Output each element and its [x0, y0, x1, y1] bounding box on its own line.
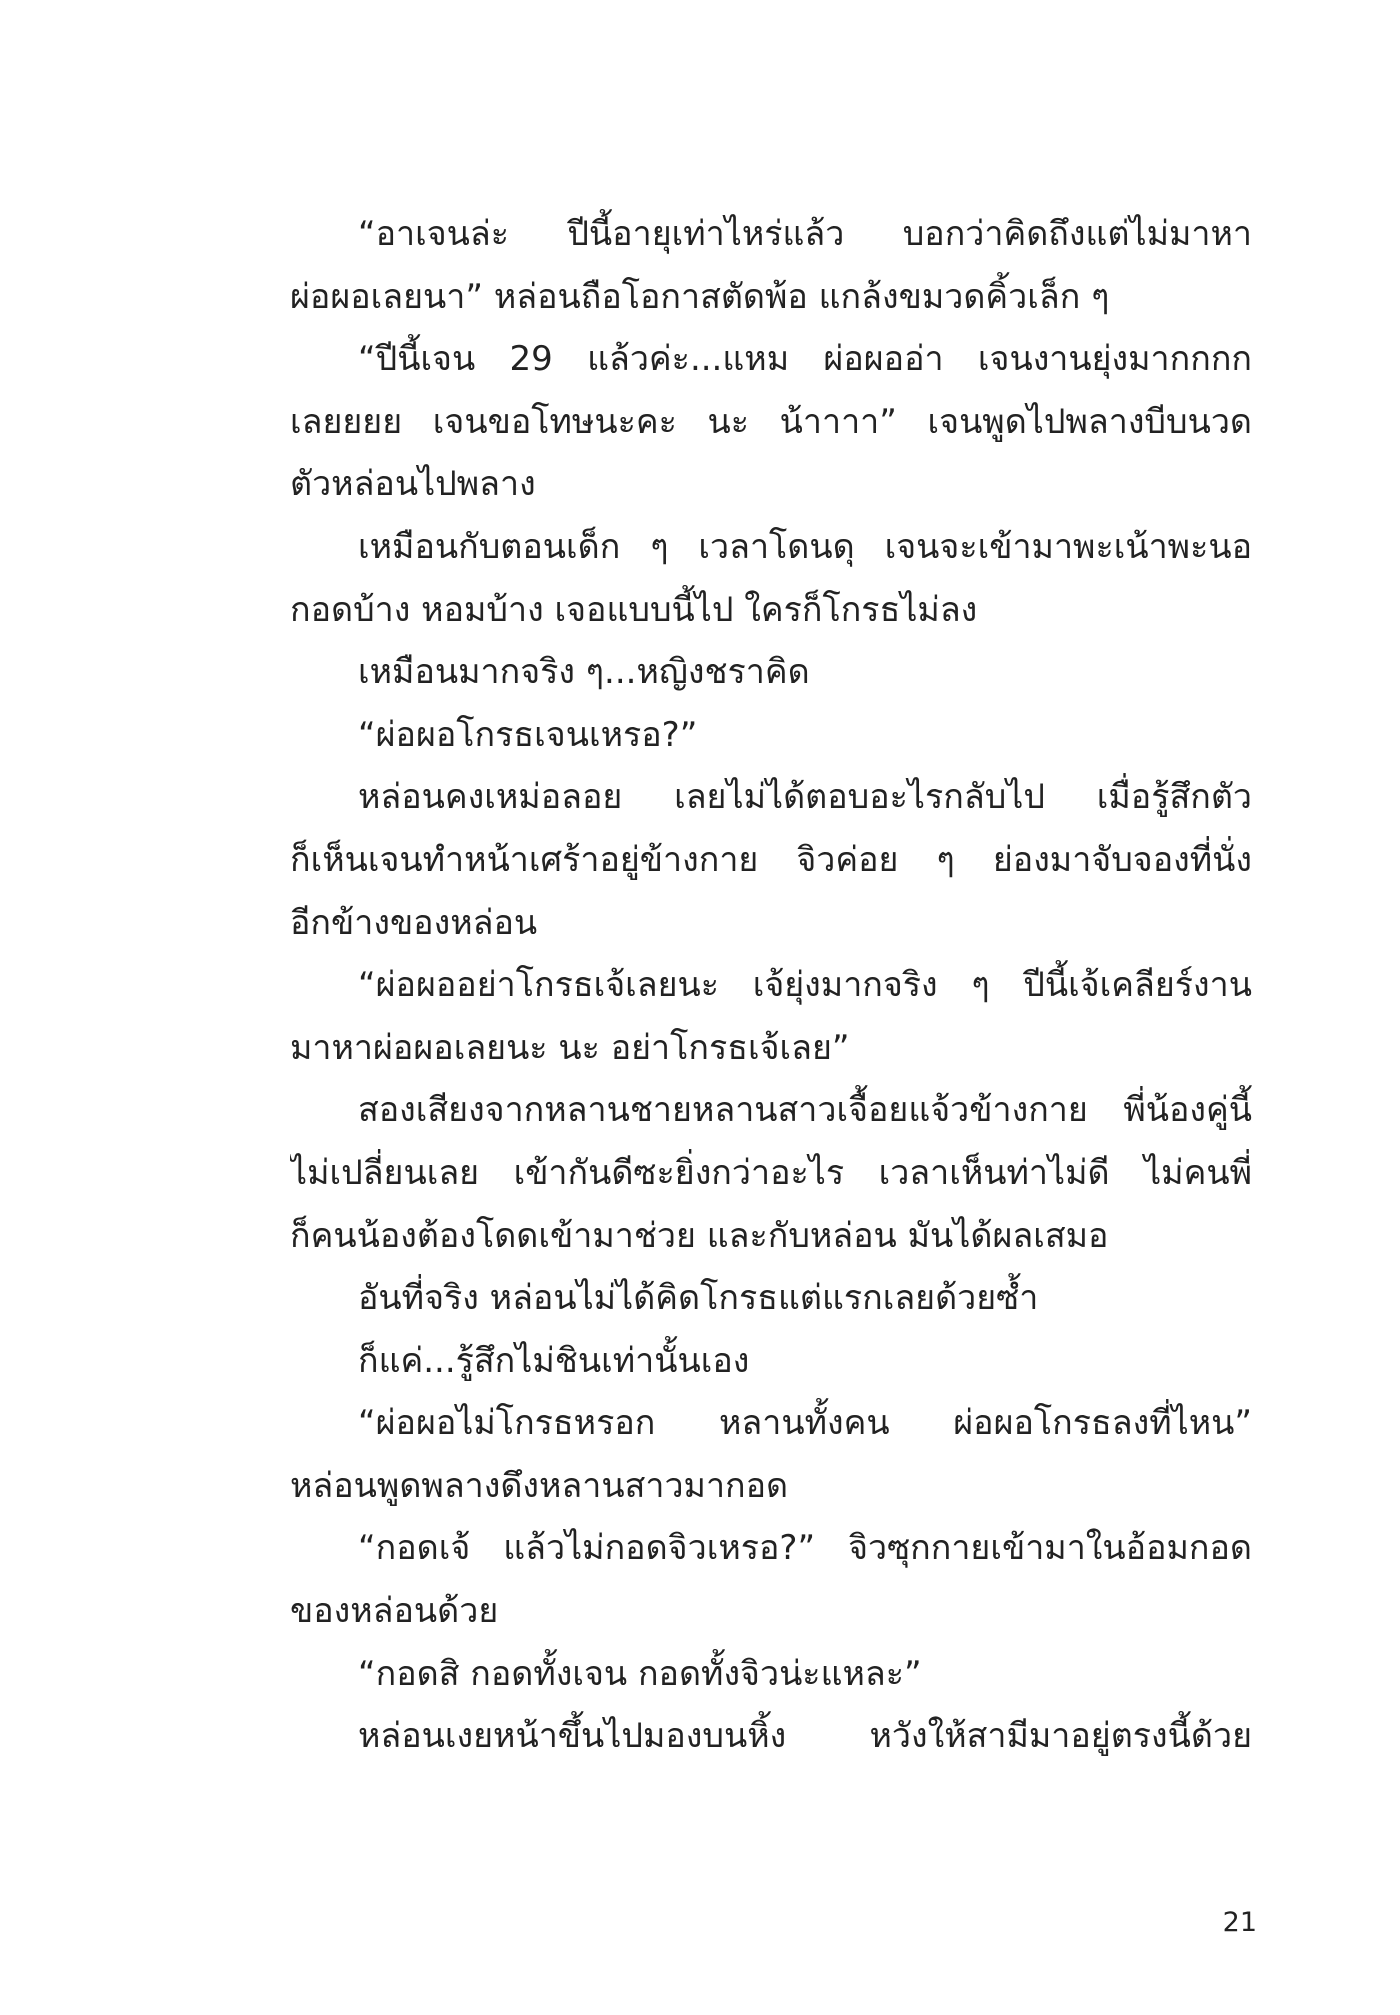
text-line: เหมือนกับตอนเด็ก ๆ เวลาโดนดุ เจนจะเข้ามาพะเน้าพะนอ	[358, 526, 1252, 567]
text-line: อันที่จริง หล่อนไม่ได้คิดโกรธแต่แรกเลยด้วยซ้ำ	[358, 1278, 1039, 1319]
page-number: 21	[1222, 1907, 1257, 1938]
text-line: ก็เห็นเจนทำหน้าเศร้าอยู่ข้างกาย จิวค่อย ๆ ย่องมาจับจองที่นั่ง	[290, 839, 1252, 880]
text-line: เหมือนมากจริง ๆ...หญิงชราคิด	[358, 652, 810, 693]
text-line: ไม่เปลี่ยนเลย เข้ากันดีซะยิ่งกว่าอะไร เวลาเห็นท่าไม่ดี ไม่คนพี่	[290, 1152, 1252, 1193]
text-line: หล่อนคงเหม่อลอย เลยไม่ได้ตอบอะไรกลับไป เมื่อรู้สึกตัว	[358, 777, 1252, 818]
text-line: หล่อนเงยหน้าขึ้นไปมองบนหิ้ง หวังให้สามีมาอยู่ตรงนี้ด้วย	[358, 1716, 1252, 1757]
body-text	[290, 203, 1252, 1768]
text-line: “กอดสิ กอดทั้งเจน กอดทั้งจิวน่ะแหละ”	[358, 1653, 922, 1694]
text-line: ของหล่อนด้วย	[290, 1591, 499, 1632]
text-line: เลยยยย เจนขอโทษนะคะ นะ น้าาาา” เจนพูดไปพลางบีบนวด	[290, 401, 1252, 442]
text-line: “ปีนี้เจน 29 แล้วค่ะ...แหม ผ่อผออ่า เจนงานยุ่งมากกกก	[358, 339, 1252, 380]
text-line: “กอดเจ้ แล้วไม่กอดจิวเหรอ?” จิวซุกกายเข้ามาในอ้อมกอด	[358, 1528, 1252, 1569]
text-line: ก็แค่...รู้สึกไม่ชินเท่านั้นเอง	[358, 1340, 750, 1381]
text-line: อีกข้างของหล่อน	[290, 902, 538, 943]
text-line: กอดบ้าง หอมบ้าง เจอแบบนี้ไป ใครก็โกรธไม่ลง	[290, 589, 978, 630]
text-line: มาหาผ่อผอเลยนะ นะ อย่าโกรธเจ้เลย”	[290, 1027, 850, 1068]
text-line: ก็คนน้องต้องโดดเข้ามาช่วย และกับหล่อน มันได้ผลเสมอ	[290, 1215, 1109, 1256]
text-line: “ผ่อผอไม่โกรธหรอก หลานทั้งคน ผ่อผอโกรธลงที่ไหน”	[358, 1403, 1252, 1444]
text-line: ผ่อผอเลยนา” หล่อนถือโอกาสตัดพ้อ แกล้งขมวดคิ้วเล็ก ๆ	[290, 276, 1110, 317]
text-line: ตัวหล่อนไปพลาง	[290, 464, 536, 505]
text-line: “ผ่อผออย่าโกรธเจ้เลยนะ เจ้ยุ่งมากจริง ๆ ปีนี้เจ้เคลียร์งาน	[358, 965, 1252, 1006]
text-line: หล่อนพูดพลางดึงหลานสาวมากอด	[290, 1465, 789, 1506]
text-line: สองเสียงจากหลานชายหลานสาวเจื้อยแจ้วข้างกาย พี่น้องคู่นี้	[358, 1090, 1252, 1131]
text-line: “ผ่อผอโกรธเจนเหรอ?”	[358, 714, 698, 755]
text-line: “อาเจนล่ะ ปีนี้อายุเท่าไหร่แล้ว บอกว่าคิดถึงแต่ไม่มาหา	[358, 214, 1252, 254]
